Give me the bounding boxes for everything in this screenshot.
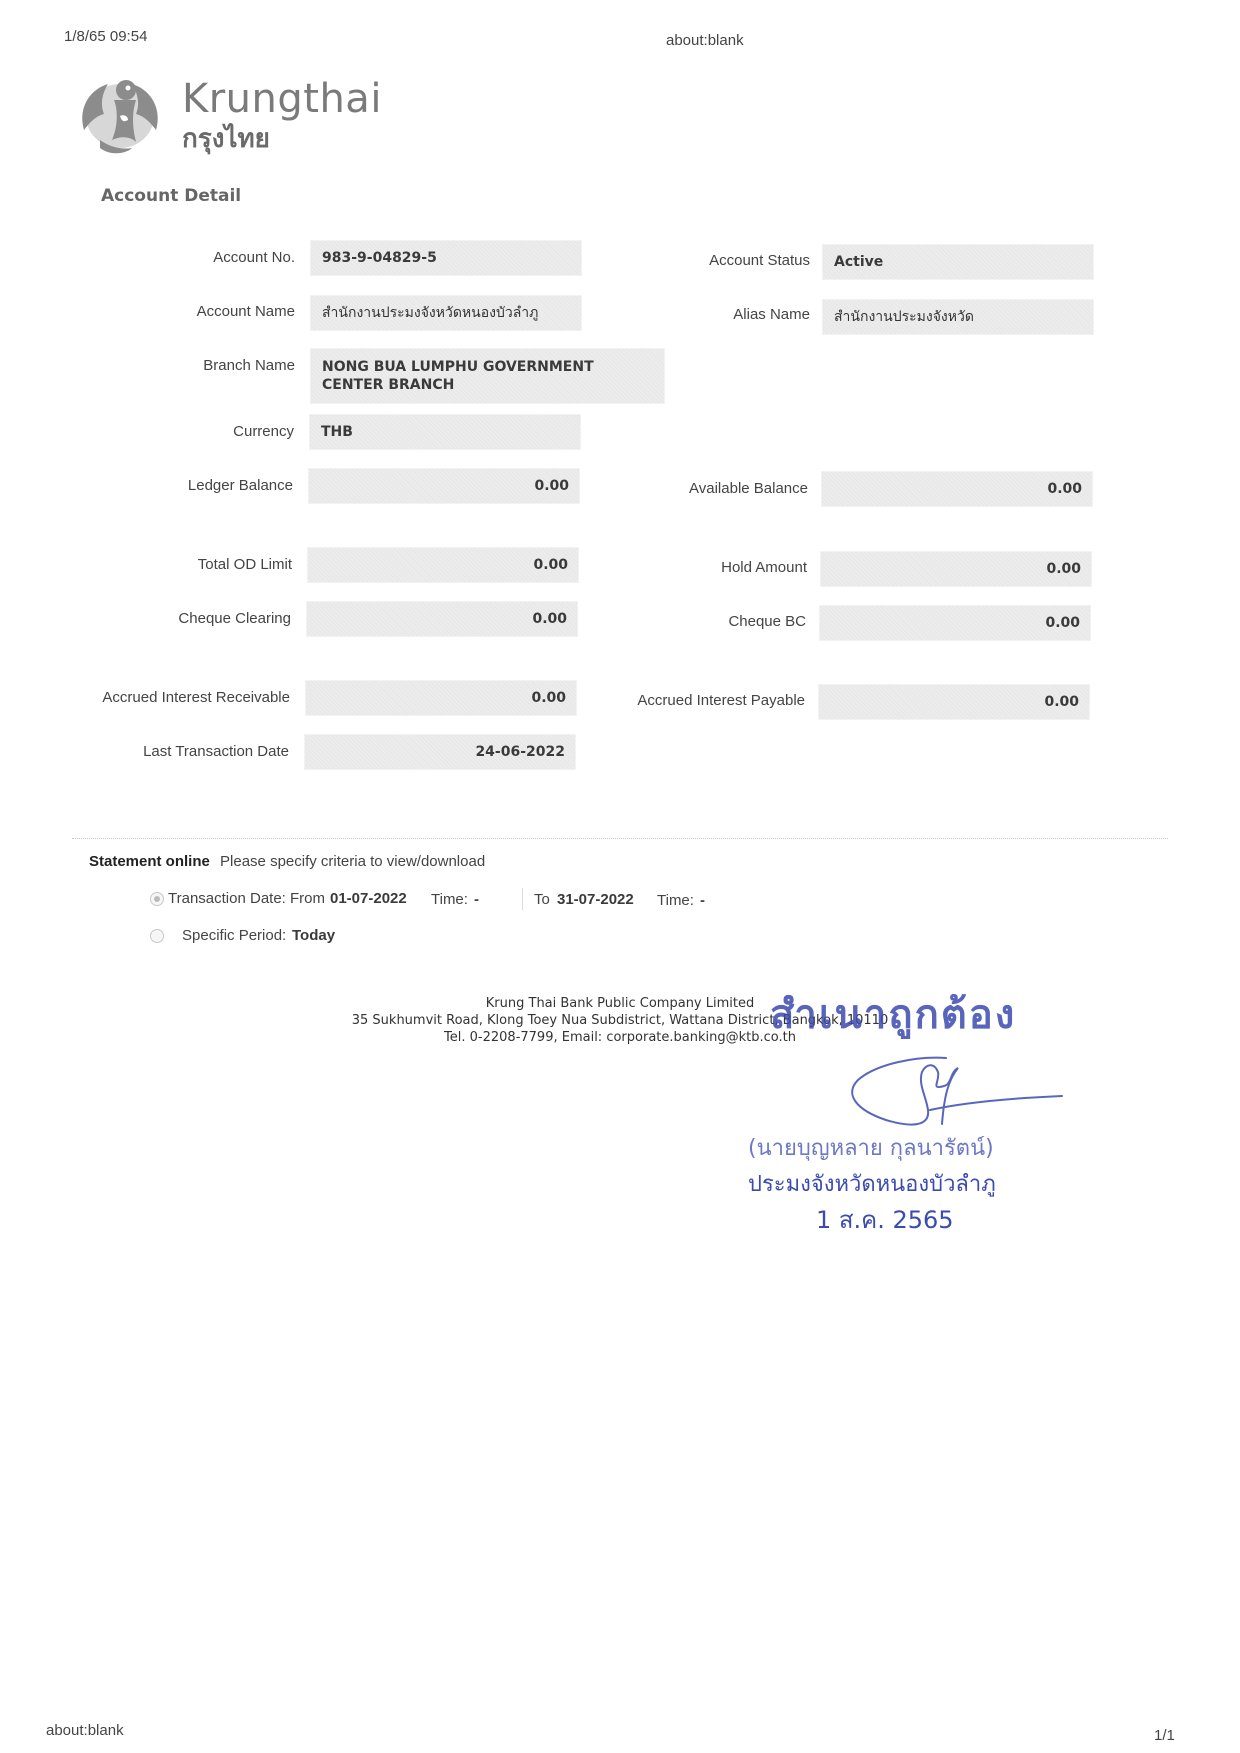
to-time-label: Time: (657, 892, 694, 909)
cheque-bc-field (819, 605, 1091, 641)
accrued-interest-payable-value: 0.00 (1044, 694, 1079, 710)
logo-name-th: กรุงไทย (182, 124, 270, 154)
cheque-clearing-field (306, 601, 578, 637)
transaction-date-radio[interactable] (150, 892, 164, 906)
accrued-interest-payable-label: Accrued Interest Payable (637, 692, 805, 709)
branch-name-value: NONG BUA LUMPHU GOVERNMENT CENTER BRANCH (322, 359, 594, 393)
alias-name-value: สำนักงานประมงจังหวัด (834, 309, 974, 325)
accrued-interest-receivable-value: 0.00 (531, 690, 566, 706)
print-datetime: 1/8/65 09:54 (64, 28, 148, 45)
print-url-top: about:blank (666, 32, 744, 49)
total-od-limit-label: Total OD Limit (197, 556, 292, 573)
signer-title: ประมงจังหวัดหนองบัวลำภู (748, 1172, 996, 1197)
cheque-clearing-label: Cheque Clearing (178, 610, 291, 627)
branch-name-field (310, 348, 665, 404)
statement-header (89, 853, 485, 870)
specific-period-value[interactable]: Today (292, 927, 336, 944)
account-status-field (822, 244, 1094, 280)
footer-address: 35 Sukhumvit Road, Klong Toey Nua Subdistrict, Wattana District, Bangkok, 10110 (351, 1013, 889, 1028)
transaction-date-label: Transaction Date: From (168, 890, 325, 907)
cheque-bc-label: Cheque BC (728, 613, 806, 630)
accrued-interest-receivable-field (305, 680, 577, 716)
ledger-balance-label: Ledger Balance (187, 477, 293, 494)
to-time-input[interactable]: - (700, 892, 705, 909)
branch-name-label: Branch Name (203, 357, 295, 374)
signer-name: (นายบุญหลาย กุลนารัตน์) (748, 1136, 994, 1161)
accrued-interest-payable-field (818, 684, 1090, 720)
account-no-value: 983-9-04829-5 (322, 250, 437, 266)
to-date-input[interactable]: 31-07-2022 (557, 891, 634, 908)
footer-contact: Tel. 0-2208-7799, Email: corporate.banking@ktb.co.th (444, 1030, 796, 1045)
account-name-value: สำนักงานประมงจังหวัดหนองบัวลำภู (322, 305, 539, 321)
currency-label: Currency (233, 423, 294, 440)
total-od-limit-field (307, 547, 579, 583)
account-status-value: Active (834, 254, 884, 270)
currency-field (309, 414, 581, 450)
statement-title: Statement online (89, 853, 210, 870)
hold-amount-field (820, 551, 1092, 587)
account-no-field (310, 240, 582, 276)
alias-name-label: Alias Name (733, 306, 810, 323)
specific-period-radio[interactable] (150, 929, 164, 943)
footer-company: Krung Thai Bank Public Company Limited (485, 996, 755, 1011)
account-status-label: Account Status (709, 252, 810, 269)
certified-copy-stamp: สำเนาถูกต้อง (770, 992, 1017, 1038)
to-label: To (534, 891, 550, 908)
accrued-interest-receivable-label: Accrued Interest Receivable (102, 689, 290, 706)
from-time-input[interactable]: - (474, 891, 479, 908)
hold-amount-label: Hold Amount (721, 559, 807, 576)
signed-date: 1 ส.ค. 2565 (816, 1206, 954, 1234)
last-transaction-date-value: 24-06-2022 (475, 744, 565, 760)
available-balance-value: 0.00 (1047, 481, 1082, 497)
print-page-count: 1/1 (1154, 1727, 1175, 1744)
ledger-balance-value: 0.00 (534, 478, 569, 494)
date-separator (522, 888, 523, 910)
krungthai-garuda-logo-icon (74, 70, 166, 156)
specific-period-label: Specific Period: (182, 927, 287, 944)
available-balance-field (821, 471, 1093, 507)
cheque-clearing-value: 0.00 (532, 611, 567, 627)
alias-name-field (822, 299, 1094, 335)
account-no-label: Account No. (213, 249, 295, 266)
last-transaction-date-field (304, 734, 576, 770)
section-divider (72, 838, 1168, 839)
currency-value: THB (321, 424, 353, 440)
cheque-bc-value: 0.00 (1045, 615, 1080, 631)
hold-amount-value: 0.00 (1046, 561, 1081, 577)
available-balance-label: Available Balance (689, 480, 808, 497)
account-name-field (310, 295, 582, 331)
last-transaction-date-label: Last Transaction Date (143, 743, 289, 760)
logo-name-en: Krungthai (182, 76, 382, 122)
total-od-limit-value: 0.00 (533, 557, 568, 573)
from-time-label: Time: (431, 891, 468, 908)
ledger-balance-field (308, 468, 580, 504)
statement-instruction: Please specify criteria to view/download (220, 853, 486, 870)
from-date-input[interactable]: 01-07-2022 (330, 890, 407, 907)
section-title: Account Detail (101, 186, 242, 206)
print-url-bottom: about:blank (46, 1722, 124, 1739)
account-name-label: Account Name (196, 303, 295, 320)
